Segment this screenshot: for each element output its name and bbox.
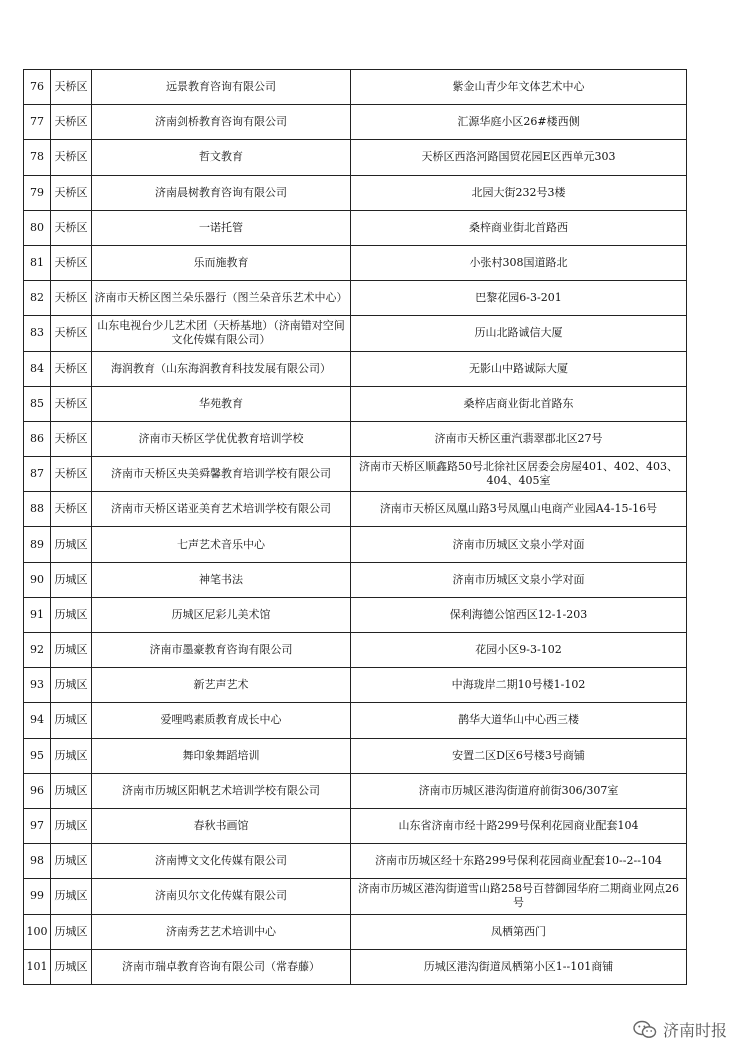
table-row bbox=[24, 457, 687, 492]
institution-name-cell: 华苑教育 bbox=[92, 386, 351, 421]
address-cell: 保利海德公馆西区12-1-203 bbox=[351, 597, 687, 632]
district-cell: 历城区 bbox=[51, 879, 92, 914]
institution-name-cell: 济南市天桥区图兰朵乐器行（图兰朵音乐艺术中心） bbox=[92, 281, 351, 316]
table-row bbox=[24, 316, 687, 351]
table-row bbox=[24, 140, 687, 175]
address-cell: 桑梓商业街北首路西 bbox=[351, 210, 687, 245]
district-cell: 历城区 bbox=[51, 949, 92, 984]
address-cell: 北园大街232号3楼 bbox=[351, 175, 687, 210]
district-cell: 天桥区 bbox=[51, 105, 92, 140]
district-cell: 历城区 bbox=[51, 914, 92, 949]
table-row bbox=[24, 245, 687, 280]
row-number: 76 bbox=[24, 70, 51, 105]
district-cell: 历城区 bbox=[51, 527, 92, 562]
row-number: 89 bbox=[24, 527, 51, 562]
district-cell: 天桥区 bbox=[51, 70, 92, 105]
institution-name-cell: 济南剑桥教育咨询有限公司 bbox=[92, 105, 351, 140]
address-cell: 山东省济南市经十路299号保利花园商业配套104 bbox=[351, 808, 687, 843]
institution-name-cell: 舞印象舞蹈培训 bbox=[92, 738, 351, 773]
district-cell: 天桥区 bbox=[51, 492, 92, 527]
address-cell: 济南市历城区港沟街道雪山路258号百替御园华府二期商业网点26号 bbox=[351, 879, 687, 914]
address-cell: 桑梓店商业街北首路东 bbox=[351, 386, 687, 421]
institution-name-cell: 济南市历城区阳帆艺术培训学校有限公司 bbox=[92, 773, 351, 808]
table-row bbox=[24, 949, 687, 984]
district-cell: 历城区 bbox=[51, 773, 92, 808]
table-row bbox=[24, 492, 687, 527]
table-body bbox=[24, 70, 687, 985]
institution-name-cell: 山东电视台少儿艺术团（天桥基地）（济南错对空间文化传媒有限公司） bbox=[92, 316, 351, 351]
row-number: 90 bbox=[24, 562, 51, 597]
table-row bbox=[24, 421, 687, 456]
table-row bbox=[24, 633, 687, 668]
address-cell: 济南市历城区文泉小学对面 bbox=[351, 562, 687, 597]
table-row bbox=[24, 597, 687, 632]
institution-name-cell: 济南市墨豪教育咨询有限公司 bbox=[92, 633, 351, 668]
address-cell: 天桥区西洛河路国贸花园E区西单元303 bbox=[351, 140, 687, 175]
district-cell: 天桥区 bbox=[51, 245, 92, 280]
table-row bbox=[24, 773, 687, 808]
table-row bbox=[24, 527, 687, 562]
institution-name-cell: 济南市天桥区诺亚美育艺术培训学校有限公司 bbox=[92, 492, 351, 527]
row-number: 85 bbox=[24, 386, 51, 421]
row-number: 91 bbox=[24, 597, 51, 632]
district-cell: 历城区 bbox=[51, 597, 92, 632]
institution-name-cell: 远景教育咨询有限公司 bbox=[92, 70, 351, 105]
institution-name-cell: 春秋书画馆 bbox=[92, 808, 351, 843]
row-number: 78 bbox=[24, 140, 51, 175]
row-number: 83 bbox=[24, 316, 51, 351]
district-cell: 历城区 bbox=[51, 808, 92, 843]
institution-name-cell: 海润教育（山东海润教育科技发展有限公司） bbox=[92, 351, 351, 386]
address-cell: 无影山中路诚际大厦 bbox=[351, 351, 687, 386]
address-cell: 历山北路诚信大厦 bbox=[351, 316, 687, 351]
table-row bbox=[24, 562, 687, 597]
table-row bbox=[24, 879, 687, 914]
institution-table bbox=[23, 69, 687, 985]
table-row bbox=[24, 281, 687, 316]
address-cell: 小张村308国道路北 bbox=[351, 245, 687, 280]
table-row bbox=[24, 175, 687, 210]
row-number: 81 bbox=[24, 245, 51, 280]
address-cell: 济南市天桥区重汽翡翠郡北区27号 bbox=[351, 421, 687, 456]
institution-name-cell: 神笔书法 bbox=[92, 562, 351, 597]
address-cell: 济南市天桥区顺鑫路50号北徐社区居委会房屋401、402、403、404、405室 bbox=[351, 457, 687, 492]
address-cell: 鹊华大道华山中心西三楼 bbox=[351, 703, 687, 738]
row-number: 97 bbox=[24, 808, 51, 843]
address-cell: 历城区港沟街道凤栖第小区1--101商铺 bbox=[351, 949, 687, 984]
table-row bbox=[24, 914, 687, 949]
row-number: 79 bbox=[24, 175, 51, 210]
institution-name-cell: 济南秀艺艺术培训中心 bbox=[92, 914, 351, 949]
district-cell: 天桥区 bbox=[51, 457, 92, 492]
row-number: 92 bbox=[24, 633, 51, 668]
wechat-icon bbox=[633, 1020, 657, 1040]
district-cell: 历城区 bbox=[51, 738, 92, 773]
row-number: 100 bbox=[24, 914, 51, 949]
row-number: 84 bbox=[24, 351, 51, 386]
address-cell: 济南市天桥区凤凰山路3号凤凰山电商产业园A4-15-16号 bbox=[351, 492, 687, 527]
watermark-text: 济南时报 bbox=[662, 1021, 727, 1040]
address-cell: 济南市历城区港沟街道府前街306/307室 bbox=[351, 773, 687, 808]
institution-name-cell: 济南市天桥区央美舜馨教育培训学校有限公司 bbox=[92, 457, 351, 492]
institution-name-cell: 乐而施教育 bbox=[92, 245, 351, 280]
row-number: 93 bbox=[24, 668, 51, 703]
institution-name-cell: 爱哩鸣素质教育成长中心 bbox=[92, 703, 351, 738]
district-cell: 天桥区 bbox=[51, 351, 92, 386]
row-number: 80 bbox=[24, 210, 51, 245]
institution-name-cell: 济南博文文化传媒有限公司 bbox=[92, 844, 351, 879]
address-cell: 济南市历城区经十东路299号保利花园商业配套10--2--104 bbox=[351, 844, 687, 879]
watermark bbox=[633, 1018, 727, 1041]
row-number: 82 bbox=[24, 281, 51, 316]
row-number: 86 bbox=[24, 421, 51, 456]
district-cell: 历城区 bbox=[51, 703, 92, 738]
institution-name-cell: 七声艺术音乐中心 bbox=[92, 527, 351, 562]
row-number: 94 bbox=[24, 703, 51, 738]
district-cell: 天桥区 bbox=[51, 421, 92, 456]
district-cell: 天桥区 bbox=[51, 386, 92, 421]
institution-name-cell: 济南市天桥区学优优教育培训学校 bbox=[92, 421, 351, 456]
row-number: 77 bbox=[24, 105, 51, 140]
district-cell: 历城区 bbox=[51, 844, 92, 879]
table-row bbox=[24, 738, 687, 773]
table-row bbox=[24, 703, 687, 738]
row-number: 99 bbox=[24, 879, 51, 914]
table-row bbox=[24, 351, 687, 386]
row-number: 101 bbox=[24, 949, 51, 984]
district-cell: 天桥区 bbox=[51, 175, 92, 210]
institution-name-cell: 济南晨树教育咨询有限公司 bbox=[92, 175, 351, 210]
institution-name-cell: 历城区尼彩儿美术馆 bbox=[92, 597, 351, 632]
address-cell: 凤栖第西门 bbox=[351, 914, 687, 949]
address-cell: 济南市历城区文泉小学对面 bbox=[351, 527, 687, 562]
table-row bbox=[24, 668, 687, 703]
row-number: 98 bbox=[24, 844, 51, 879]
row-number: 88 bbox=[24, 492, 51, 527]
row-number: 87 bbox=[24, 457, 51, 492]
address-cell: 汇源华庭小区26#楼西侧 bbox=[351, 105, 687, 140]
district-cell: 历城区 bbox=[51, 562, 92, 597]
district-cell: 天桥区 bbox=[51, 140, 92, 175]
address-cell: 安置二区D区6号楼3号商铺 bbox=[351, 738, 687, 773]
district-cell: 历城区 bbox=[51, 668, 92, 703]
row-number: 96 bbox=[24, 773, 51, 808]
address-cell: 中海珑岸二期10号楼1-102 bbox=[351, 668, 687, 703]
institution-name-cell: 济南市瑞卓教育咨询有限公司（常春藤） bbox=[92, 949, 351, 984]
table-row bbox=[24, 386, 687, 421]
address-cell: 紫金山青少年文体艺术中心 bbox=[351, 70, 687, 105]
institution-name-cell: 济南贝尔文化传媒有限公司 bbox=[92, 879, 351, 914]
table-row bbox=[24, 105, 687, 140]
row-number: 95 bbox=[24, 738, 51, 773]
institution-name-cell: 新艺声艺术 bbox=[92, 668, 351, 703]
district-cell: 天桥区 bbox=[51, 210, 92, 245]
table-row bbox=[24, 210, 687, 245]
table-row bbox=[24, 808, 687, 843]
district-cell: 历城区 bbox=[51, 633, 92, 668]
address-cell: 巴黎花园6-3-201 bbox=[351, 281, 687, 316]
district-cell: 天桥区 bbox=[51, 281, 92, 316]
institution-name-cell: 哲文教育 bbox=[92, 140, 351, 175]
district-cell: 天桥区 bbox=[51, 316, 92, 351]
institution-name-cell: 一诺托管 bbox=[92, 210, 351, 245]
table-row bbox=[24, 844, 687, 879]
address-cell: 花园小区9-3-102 bbox=[351, 633, 687, 668]
table-row bbox=[24, 70, 687, 105]
